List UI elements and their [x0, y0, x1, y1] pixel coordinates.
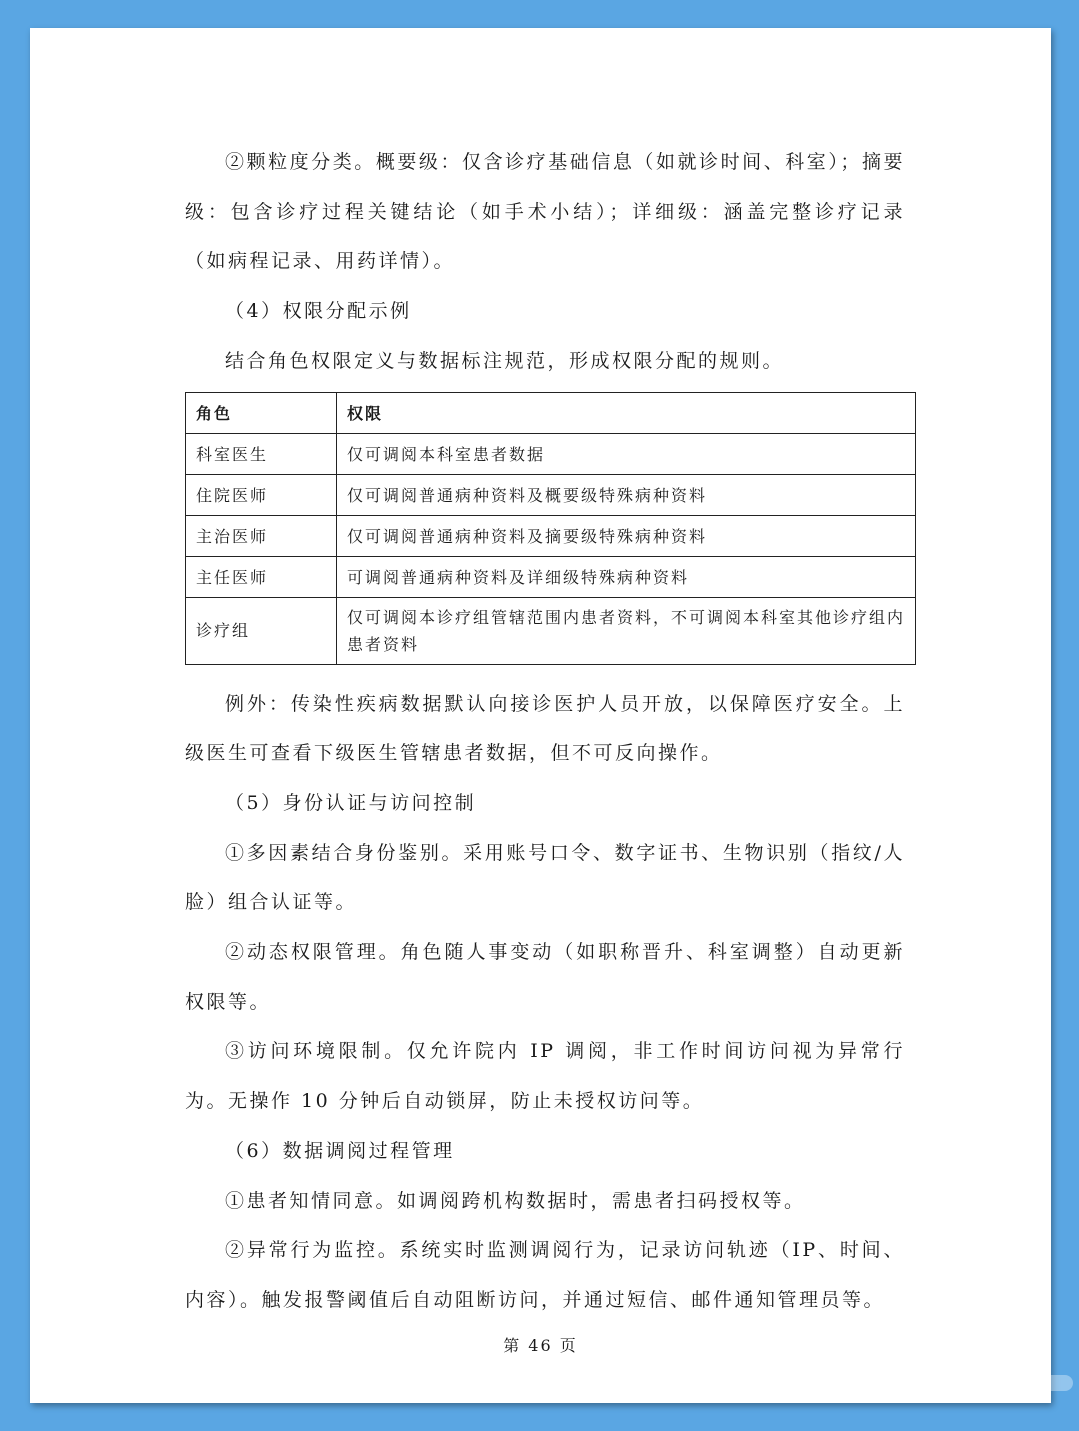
paragraph-table-intro: 结合角色权限定义与数据标注规范，形成权限分配的规则。	[225, 349, 785, 372]
role-cell: 主治医师	[186, 515, 337, 556]
table-row	[186, 474, 916, 515]
document-page	[30, 28, 1051, 1403]
paragraph-dynamic-permission: ②动态权限管理。角色随人事变动（如职称晋升、科室调整）自动更新权限等。	[185, 941, 905, 1013]
permission-cell: 仅可调阅本诊疗组管辖范围内患者资料，不可调阅本科室其他诊疗组内患者资料	[337, 597, 916, 664]
paragraph-anomaly-monitoring: ②异常行为监控。系统实时监测调阅行为，记录访问轨迹（IP、时间、内容）。触发报警阈值后自动阻断访问，并通过短信、邮件通知管理员等。	[185, 1239, 905, 1311]
page-number: 第 46 页	[503, 1336, 578, 1355]
table-row	[186, 597, 916, 664]
paragraph-patient-consent: ①患者知情同意。如调阅跨机构数据时，需患者扫码授权等。	[225, 1189, 806, 1212]
paragraph-granularity: ②颗粒度分类。概要级：仅含诊疗基础信息（如就诊时间、科室）；摘要级：包含诊疗过程关键结论（如手术小结）；详细级：涵盖完整诊疗记录（如病程记录、用药详情）。	[185, 151, 905, 273]
role-cell: 诊疗组	[186, 597, 337, 664]
table-row	[186, 556, 916, 597]
header-permission: 权限	[337, 392, 916, 433]
paragraph-exception: 例外：传染性疾病数据默认向接诊医护人员开放，以保障医疗安全。上级医生可查看下级医生管辖患者数据，但不可反向操作。	[185, 692, 905, 765]
permission-cell: 可调阅普通病种资料及详细级特殊病种资料	[337, 556, 916, 597]
paragraph-access-environment: ③访问环境限制。仅允许院内 IP 调阅，非工作时间访问视为异常行为。无操作 10 分钟后自动锁屏，防止未授权访问等。	[185, 1040, 905, 1113]
role-cell: 住院医师	[186, 474, 337, 515]
permission-cell: 仅可调阅本科室患者数据	[337, 433, 916, 474]
permission-cell: 仅可调阅普通病种资料及概要级特殊病种资料	[337, 474, 916, 515]
permission-cell: 仅可调阅普通病种资料及摘要级特殊病种资料	[337, 515, 916, 556]
role-cell: 科室医生	[186, 433, 337, 474]
table-header-row	[186, 392, 916, 433]
heading-data-access-process: （6）数据调阅过程管理	[225, 1139, 455, 1162]
permission-table	[185, 392, 916, 665]
table-row	[186, 433, 916, 474]
watermark-badge	[1029, 1375, 1073, 1391]
heading-permission-example: （4）权限分配示例	[225, 300, 412, 323]
page-content	[185, 138, 905, 1326]
table-row	[186, 515, 916, 556]
paragraph-multifactor: ①多因素结合身份鉴别。采用账号口令、数字证书、生物识别（指纹/人脸）组合认证等。	[185, 841, 905, 914]
header-role: 角色	[186, 392, 337, 433]
heading-identity-access: （5）身份认证与访问控制	[225, 791, 477, 814]
role-cell: 主任医师	[186, 556, 337, 597]
